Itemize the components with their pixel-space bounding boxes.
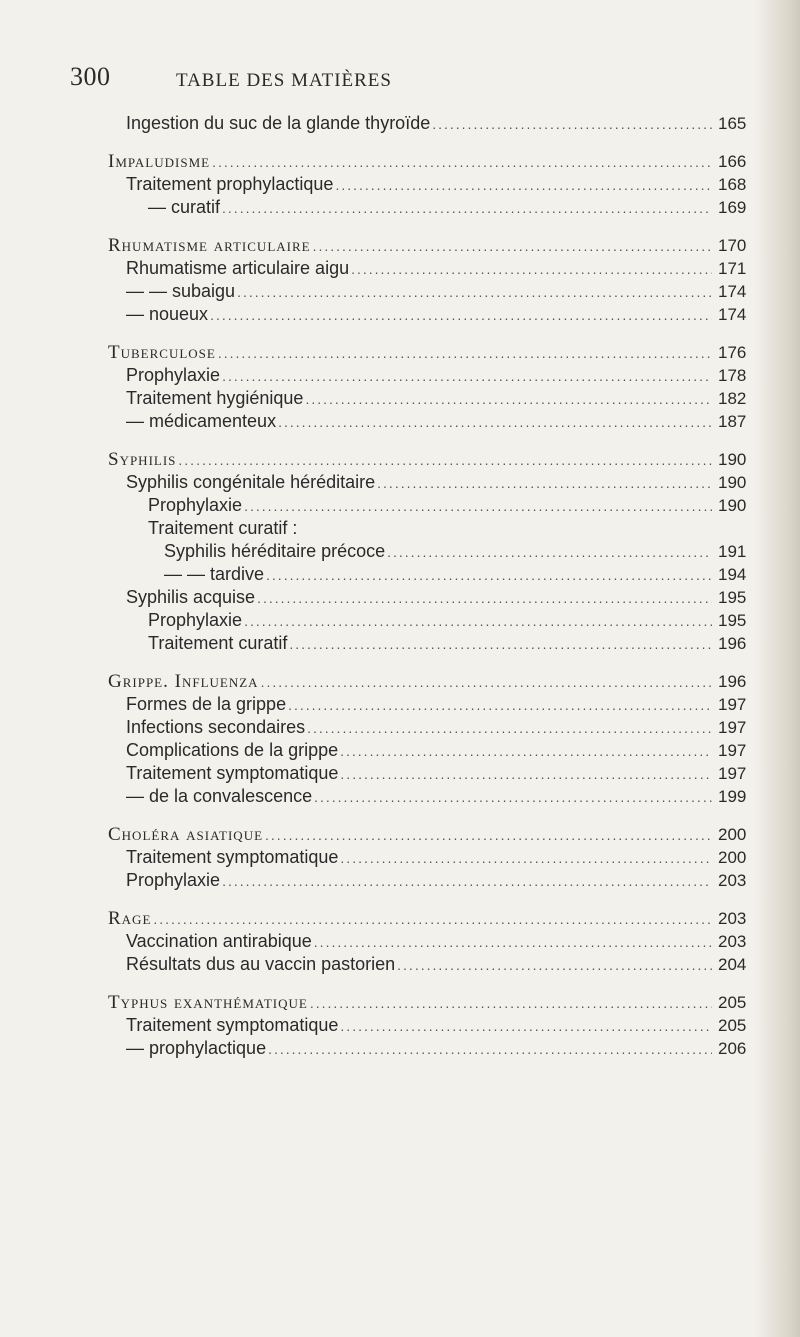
page-reference: 197 — [718, 764, 747, 783]
dot-leader — [340, 1015, 712, 1038]
page-reference: 206 — [718, 1039, 747, 1058]
toc-entry-row — [126, 387, 758, 410]
entry-title: Résultats dus au vaccin pastorien — [126, 954, 396, 974]
dot-leader — [222, 870, 712, 893]
page-edge-shadow — [754, 0, 800, 1337]
page-reference: 170 — [718, 236, 747, 255]
table-of-contents — [108, 112, 758, 1060]
toc-entry-row — [126, 280, 758, 303]
toc-section-row — [108, 448, 758, 471]
dot-leader — [288, 694, 712, 717]
page-reference: 169 — [718, 198, 747, 217]
entry-title: — — tardive — [164, 564, 265, 584]
toc-entry-row — [126, 257, 758, 280]
section-title: Tuberculose — [108, 342, 216, 363]
dot-leader — [237, 281, 712, 304]
page-reference: 200 — [718, 848, 747, 867]
page-reference: 195 — [718, 611, 747, 630]
dot-leader — [222, 365, 712, 388]
page-reference: 168 — [718, 175, 747, 194]
page-reference: 197 — [718, 718, 747, 737]
toc-section-row — [108, 341, 758, 364]
page-reference: 195 — [718, 588, 747, 607]
dot-leader — [210, 304, 712, 327]
toc-entry-row — [126, 303, 758, 326]
dot-leader — [335, 174, 712, 197]
toc-entry-row — [126, 739, 758, 762]
entry-title: Traitement symptomatique — [126, 847, 339, 867]
toc-section-row — [108, 991, 758, 1014]
dot-leader — [377, 472, 712, 495]
dot-leader — [397, 954, 712, 977]
entry-title: Syphilis acquise — [126, 587, 256, 607]
page-reference: 203 — [718, 909, 747, 928]
page-reference: 166 — [718, 152, 747, 171]
toc-entry-row — [164, 563, 758, 586]
page-header — [70, 62, 540, 102]
section-title: Syphilis — [108, 449, 177, 470]
toc-entry-row — [126, 471, 758, 494]
page-reference: 203 — [718, 871, 747, 890]
dot-leader — [310, 992, 712, 1015]
entry-title: Prophylaxie — [148, 610, 243, 630]
dot-leader — [261, 671, 712, 694]
toc-entry-row — [126, 869, 758, 892]
dot-leader — [314, 931, 712, 954]
toc-section-row — [108, 234, 758, 257]
dot-leader — [387, 541, 712, 564]
page-reference: 190 — [718, 473, 747, 492]
page-reference: 200 — [718, 825, 747, 844]
entry-title: — curatif — [148, 197, 221, 217]
dot-leader — [278, 411, 712, 434]
dot-leader — [432, 113, 712, 136]
toc-entry-row — [126, 953, 758, 976]
toc-section-row — [108, 670, 758, 693]
entry-title: Traitement symptomatique — [126, 763, 339, 783]
section-title: Rhumatisme articulaire — [108, 235, 311, 256]
entry-title: Traitement curatif : — [148, 518, 298, 538]
page-number: 300 — [70, 62, 111, 91]
entry-title: — noueux — [126, 304, 209, 324]
toc-entry-row — [126, 173, 758, 196]
section-title: Impaludisme — [108, 151, 211, 172]
entry-title: Infections secondaires — [126, 717, 306, 737]
dot-leader — [340, 740, 712, 763]
toc-section-row — [108, 907, 758, 930]
dot-leader — [244, 610, 712, 633]
page-reference: 205 — [718, 1016, 747, 1035]
page-reference: 205 — [718, 993, 747, 1012]
page-reference: 174 — [718, 282, 747, 301]
entry-title: — de la convalescence — [126, 786, 313, 806]
page-reference: 197 — [718, 695, 747, 714]
page-reference: 182 — [718, 389, 747, 408]
section-title: Choléra asiatique — [108, 824, 264, 845]
dot-leader — [153, 908, 712, 931]
dot-leader — [313, 235, 712, 258]
page-reference: 196 — [718, 634, 747, 653]
dot-leader — [314, 786, 712, 809]
page-reference: 190 — [718, 496, 747, 515]
toc-entry-row — [126, 364, 758, 387]
toc-entry-row — [126, 930, 758, 953]
section-title: Rage — [108, 908, 152, 929]
page-reference: 203 — [718, 932, 747, 951]
toc-entry-row — [148, 609, 758, 632]
entry-title: Syphilis congénitale héréditaire — [126, 472, 376, 492]
toc-entry-row — [148, 517, 758, 540]
section-title: Grippe. Influenza — [108, 671, 259, 692]
entry-title: — — subaigu — [126, 281, 236, 301]
section-title: Typhus exanthématique — [108, 992, 308, 1013]
dot-leader — [265, 824, 712, 847]
dot-leader — [351, 258, 712, 281]
entry-title: Rhumatisme articulaire aigu — [126, 258, 350, 278]
page-reference: 178 — [718, 366, 747, 385]
entry-title: Traitement prophylactique — [126, 174, 334, 194]
entry-title: Syphilis héréditaire précoce — [164, 541, 386, 561]
toc-entry-row — [148, 196, 758, 219]
page-reference: 199 — [718, 787, 747, 806]
page-reference: 191 — [718, 542, 747, 561]
dot-leader — [212, 151, 712, 174]
toc-entry-row — [126, 1037, 758, 1060]
entry-title: Formes de la grippe — [126, 694, 287, 714]
dot-leader — [340, 763, 712, 786]
toc-entry-row — [148, 632, 758, 655]
dot-leader — [218, 342, 712, 365]
page-reference: 196 — [718, 672, 747, 691]
page-reference: 165 — [718, 114, 747, 133]
dot-leader — [244, 495, 712, 518]
entry-title: Complications de la grippe — [126, 740, 339, 760]
dot-leader — [268, 1038, 712, 1061]
dot-leader — [289, 633, 712, 656]
dot-leader — [307, 717, 712, 740]
page-reference: 190 — [718, 450, 747, 469]
entry-title: — prophylactique — [126, 1038, 267, 1058]
toc-entry-row — [126, 1014, 758, 1037]
dot-leader — [178, 449, 712, 472]
toc-entry-row — [126, 693, 758, 716]
entry-title: — médicamenteux — [126, 411, 277, 431]
toc-entry-row — [126, 846, 758, 869]
page-reference: 187 — [718, 412, 747, 431]
entry-title: Traitement hygiénique — [126, 388, 304, 408]
toc-entry-row — [126, 785, 758, 808]
toc-entry-row — [126, 410, 758, 433]
entry-title: Vaccination antirabique — [126, 931, 312, 951]
running-title: TABLE DES MATIÈRES — [176, 70, 392, 91]
dot-leader — [266, 564, 712, 587]
page-reference: 194 — [718, 565, 747, 584]
page-reference: 171 — [718, 259, 747, 278]
toc-entry-row — [126, 762, 758, 785]
toc-section-row — [108, 823, 758, 846]
entry-title: Traitement symptomatique — [126, 1015, 339, 1035]
page-reference: 204 — [718, 955, 747, 974]
entry-title: Prophylaxie — [126, 365, 221, 385]
page-reference: 174 — [718, 305, 747, 324]
toc-section-row — [108, 150, 758, 173]
dot-leader — [305, 388, 712, 411]
dot-leader — [340, 847, 712, 870]
toc-entry-row — [126, 112, 758, 135]
entry-title: Traitement curatif — [148, 633, 288, 653]
entry-title: Ingestion du suc de la glande thyroïde — [126, 113, 431, 133]
toc-entry-row — [164, 540, 758, 563]
page-reference: 176 — [718, 343, 747, 362]
toc-entry-row — [148, 494, 758, 517]
dot-leader — [257, 587, 712, 610]
dot-leader — [222, 197, 712, 220]
entry-title: Prophylaxie — [126, 870, 221, 890]
toc-entry-row — [126, 716, 758, 739]
page-reference: 197 — [718, 741, 747, 760]
entry-title: Prophylaxie — [148, 495, 243, 515]
toc-entry-row — [126, 586, 758, 609]
